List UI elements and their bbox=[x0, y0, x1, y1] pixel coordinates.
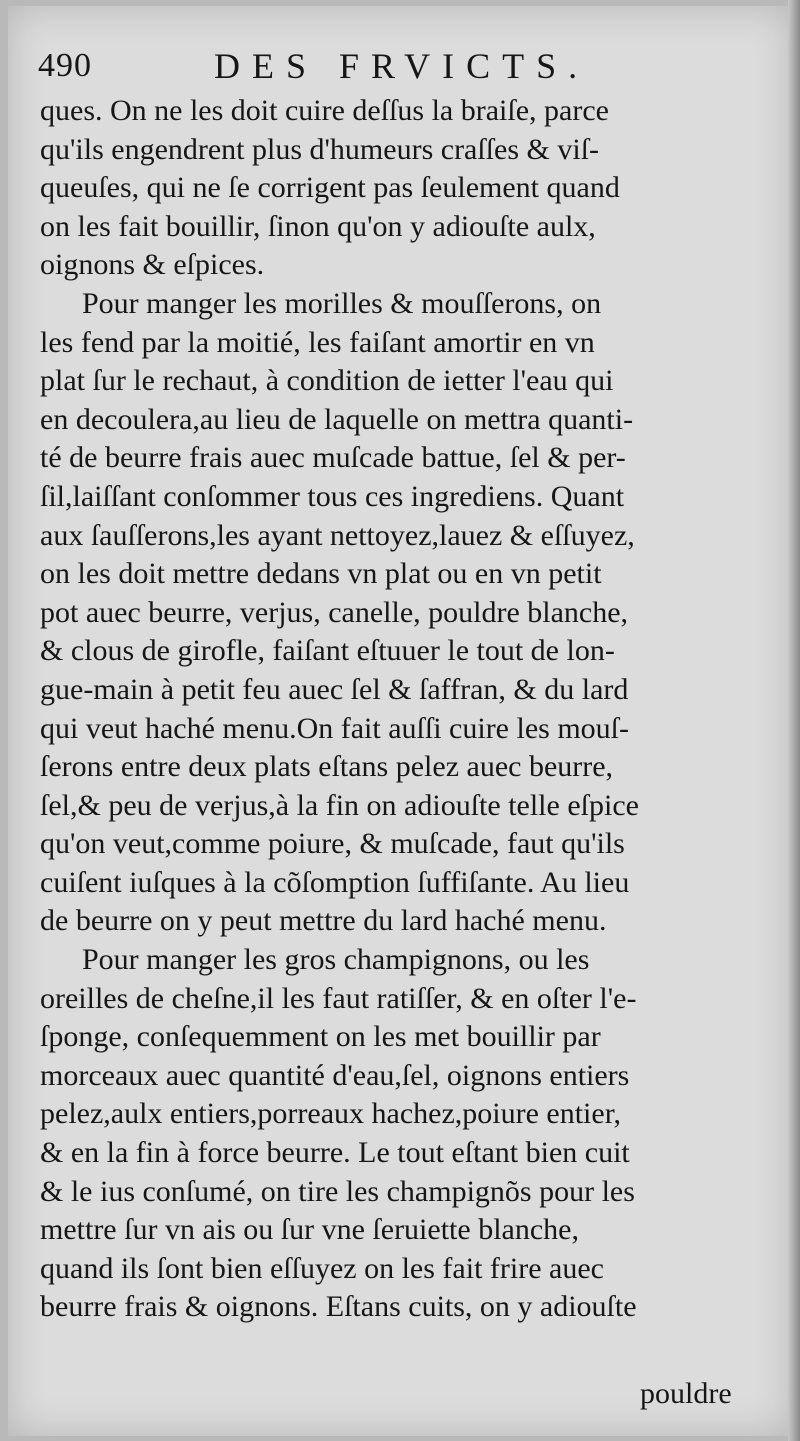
text-line: aux ſauſſerons,les ayant nettoyez,lauez & eſſuyez, bbox=[40, 518, 635, 552]
text-line: beurre frais & oignons. Eſtans cuits, on y adiouſte bbox=[40, 1290, 637, 1324]
text-line: queuſes, qui ne ſe corrigent pas ſeulement quand bbox=[40, 171, 620, 205]
text-line: ſponge, conſequemment on les met bouillir par bbox=[40, 1020, 601, 1054]
page-number: 490 bbox=[38, 47, 92, 84]
text-line: on les doit mettre dedans vn plat ou en vn petit bbox=[40, 557, 602, 591]
text-line: morceaux auec quantité d'eau,ſel, oignons entiers bbox=[40, 1058, 630, 1092]
page-edge bbox=[788, 0, 800, 1441]
text-line: qu'on veut,comme poiure, & muſcade, faut qu'ils bbox=[40, 827, 625, 861]
text-line: & en la fin à force beurre. Le tout eſtant bien cuit bbox=[40, 1136, 630, 1170]
text-line: quand ils ſont bien eſſuyez on les fait frire auec bbox=[40, 1251, 604, 1285]
paragraph-start-line: Pour manger les gros champignons, ou les bbox=[82, 943, 590, 977]
text-line: ſerons entre deux plats eſtans pelez auec beurre, bbox=[40, 750, 614, 784]
text-line: ſil,laiſſant conſommer tous ces ingrediens. Quant bbox=[40, 479, 625, 513]
text-line: qu'ils engendrent plus d'humeurs craſſes & viſ- bbox=[40, 132, 600, 166]
text-line: qui veut haché menu.On fait auſſi cuire les mouſ- bbox=[40, 711, 629, 745]
text-line: té de beurre frais auec muſcade battue, ſel & per- bbox=[40, 441, 626, 475]
text-line: pot auec beurre, verjus, canelle, pouldre blanche, bbox=[40, 595, 629, 629]
body-text bbox=[40, 92, 766, 1327]
text-line: de beurre on y peut mettre du lard haché menu. bbox=[40, 904, 607, 938]
running-title: DES FRVICTS. bbox=[214, 46, 590, 86]
text-line: mettre ſur vn ais ou ſur vne ſeruiette blanche, bbox=[40, 1213, 579, 1247]
text-line: les fend par la moitié, les faiſant amortir en vn bbox=[40, 325, 595, 359]
text-line: en decoulera,au lieu de laquelle on mettra quanti- bbox=[40, 402, 634, 436]
text-line: oreilles de cheſne,il les faut ratiſſer, & en oſter l'e- bbox=[40, 981, 637, 1015]
text-line: ques. On ne les doit cuire deſſus la braiſe, parce bbox=[40, 94, 609, 127]
text-line: & le ius conſumé, on tire les champignõs pour les bbox=[40, 1174, 635, 1208]
text-line: on les fait bouillir, ſinon qu'on y adiouſte aulx, bbox=[40, 209, 596, 243]
text-line: & clous de girofle, faiſant eſtuuer le tout de lon- bbox=[40, 634, 615, 668]
page-header bbox=[38, 44, 738, 88]
catchword: pouldre bbox=[640, 1377, 732, 1410]
text-line: cuiſent iuſques à la cõſomption ſuffiſante. Au lieu bbox=[40, 865, 630, 899]
paragraph-start-line: Pour manger les morilles & mouſſerons, on bbox=[82, 286, 602, 320]
text-line: oignons & eſpices. bbox=[40, 248, 265, 282]
text-line: pelez,aulx entiers,porreaux hachez,poiure entier, bbox=[40, 1097, 622, 1131]
text-line: plat ſur le rechaut, à condition de ietter l'eau qui bbox=[40, 364, 614, 398]
text-line: ſel,& peu de verjus,à la fin on adiouſte telle eſpice bbox=[40, 788, 639, 822]
text-line: gue-main à petit feu auec ſel & ſaffran, & du lard bbox=[40, 672, 629, 706]
